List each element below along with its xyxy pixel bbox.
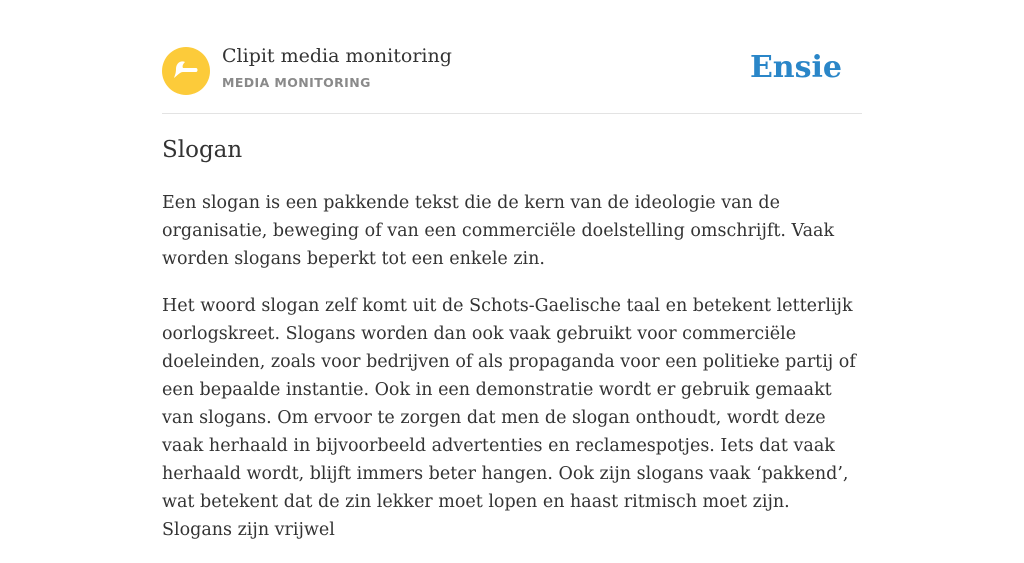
article-paragraph: Het woord slogan zelf komt uit de Schots-Gaelische taal en betekent letterlijk oorlogskreet. Slogans worden dan ook vaak gebruikt voor commerciële doeleinden, zoals voor bedrijven of als propaganda voor een politieke partij of een bepaalde instantie. Ook in een demonstratie wordt er gebruik gemaakt van slogans. Om ervoor te zorgen dat men de slogan onthoudt, wordt deze vaak herhaald in bijvoorbeeld advertenties en reclamespotjes. Iets dat vaak herhaald wordt, blijft immers beter hangen. Ook zijn slogans vaak ‘pakkend’, wat betekent dat de zin lekker moet lopen en haast ritmisch moet zijn. Slogans zijn vrijwel xyxy=(162,296,856,540)
content-container xyxy=(162,0,862,540)
article-title: Slogan xyxy=(162,137,243,163)
author-category: MEDIA MONITORING xyxy=(222,75,371,90)
article-paragraph: Een slogan is een pakkende tekst die de kern van de ideologie van de organisatie, beweging of van een commerciële doelstelling omschrijft. Vaak worden slogans beperkt tot een enkele zin. xyxy=(162,193,835,269)
author-logo[interactable] xyxy=(162,47,210,95)
article-body xyxy=(162,189,862,563)
site-header xyxy=(162,0,862,114)
speech-bubble-icon xyxy=(162,47,210,95)
brand-logo[interactable]: Ensie xyxy=(749,50,842,85)
author-name[interactable]: Clipit media monitoring xyxy=(222,45,452,67)
